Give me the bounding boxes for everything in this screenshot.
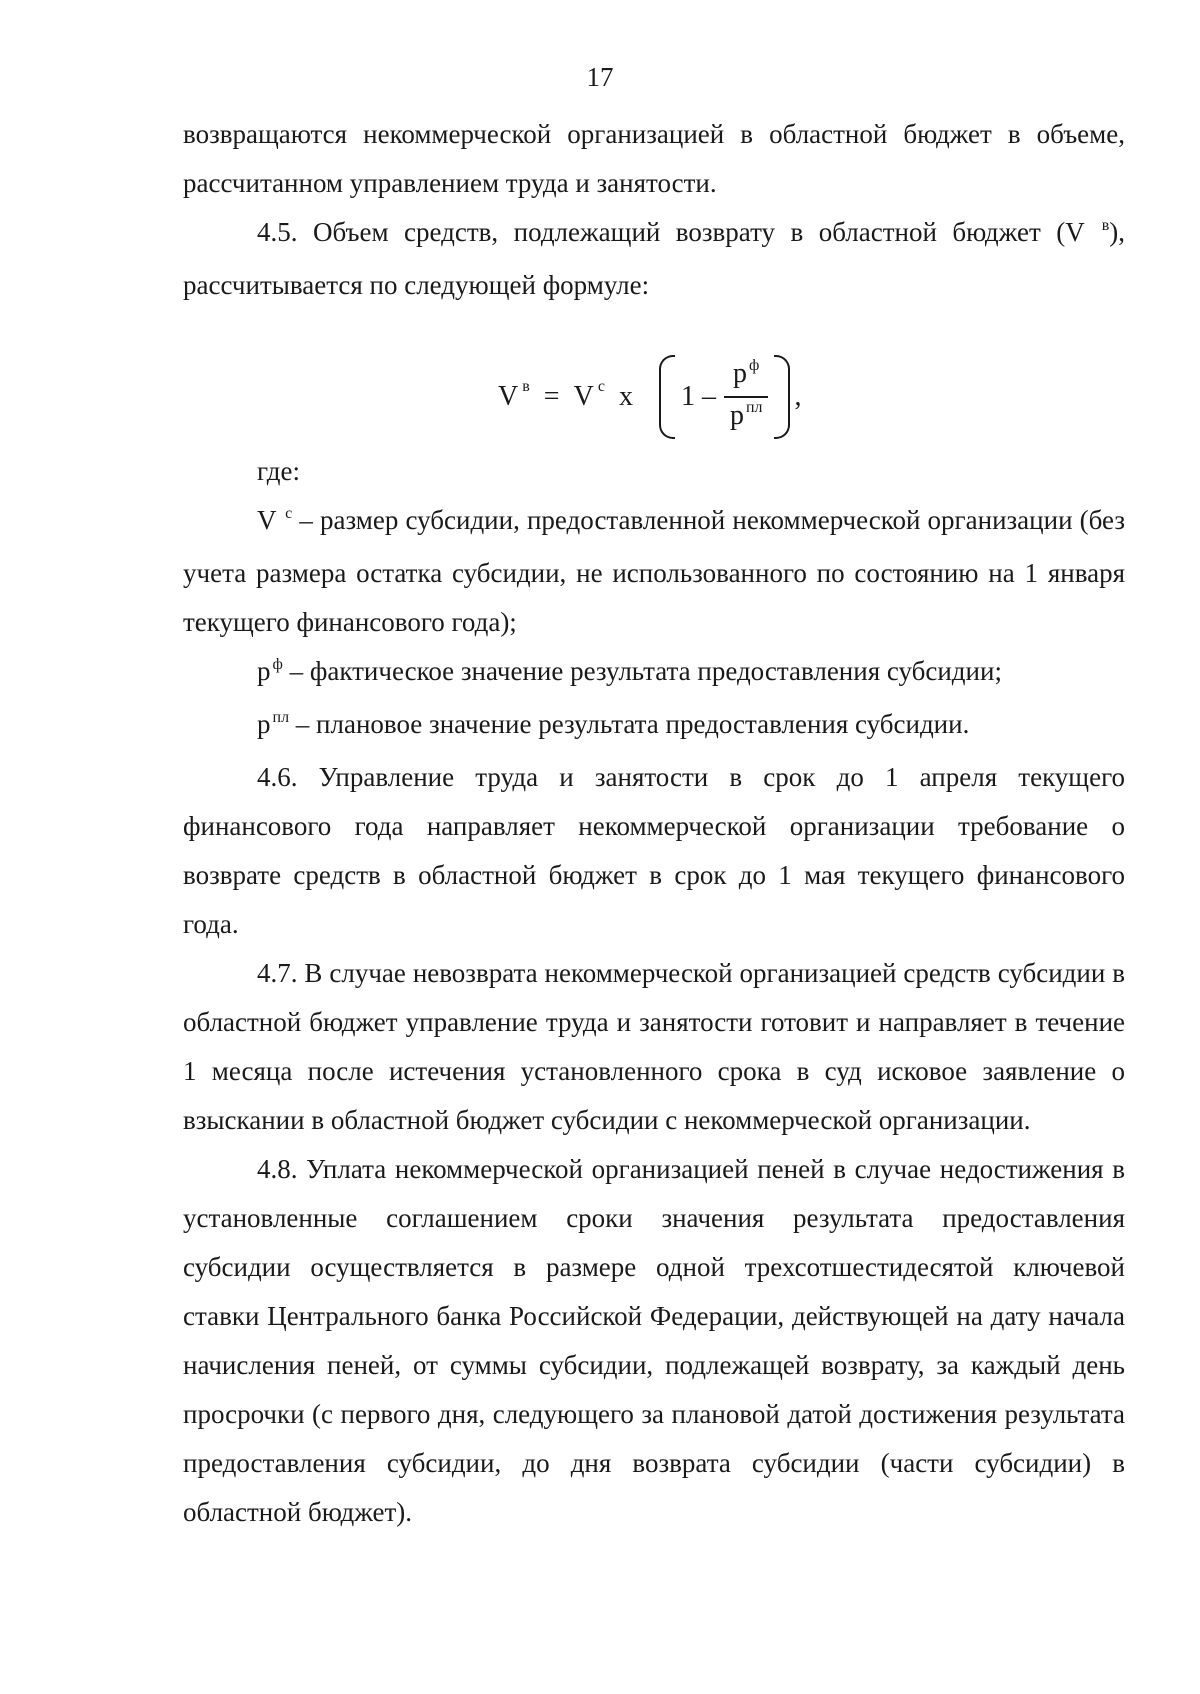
- formula-numerator: [727, 356, 765, 396]
- formula-vc: [573, 378, 605, 413]
- formula-lhs-var: V: [498, 381, 519, 412]
- formula-fraction: [724, 356, 769, 438]
- definition-ppl-var: р: [257, 709, 271, 739]
- definition-pf: [183, 647, 1125, 700]
- formula-num-var: р: [733, 358, 748, 389]
- formula-vc-sup: с: [597, 378, 605, 395]
- definition-ppl-sup: пл: [272, 709, 290, 726]
- formula-vc-var: V: [573, 381, 594, 412]
- paragraph-4-5: [183, 208, 1125, 310]
- paragraph-4-6: 4.6. Управление труда и занятости в срок до 1 апреля текущего финансового года направляет некоммерческой организации требование о возврате средств в областной бюджет в срок до 1 мая текущего финансового года.: [183, 762, 1125, 939]
- paragraph-4-7: 4.7. В случае невозврата некоммерческой организацией средств субсидии в областной бюджет управление труда и занятости готовит и направляет в течение 1 месяца после истечения установленного срока в суд исковое заявление о взыскании в областной бюджет субсидии с некоммерческой организации.: [183, 958, 1125, 1135]
- definition-vc: [183, 496, 1125, 647]
- formula-right-paren: [774, 355, 790, 439]
- formula: [498, 352, 801, 442]
- definition-ppl: [183, 700, 1125, 753]
- formula-denominator: [724, 398, 769, 438]
- definition-vc-sup: с: [285, 505, 293, 522]
- definition-pf-sup: ф: [272, 656, 283, 673]
- formula-comma: ,: [794, 381, 802, 412]
- definition-pf-var: р: [257, 656, 271, 686]
- formula-den-sup: пл: [745, 399, 763, 416]
- intro-block: [183, 110, 1125, 310]
- formula-times: х: [618, 381, 633, 412]
- formula-one-minus: 1 –: [680, 381, 716, 412]
- paragraph-4-5-main: 4.5. Объем средств, подлежащий возврату в областной бюджет (V: [257, 217, 1100, 247]
- paragraph-continuation: возвращаются некоммерческой организацией в областной бюджет в объеме, рассчитанном управлением труда и занятости.: [183, 119, 1125, 198]
- formula-equals: =: [543, 381, 560, 412]
- paragraph-4-5-sup: в: [1101, 217, 1110, 234]
- formula-den-var: р: [729, 400, 744, 431]
- paragraph-4-5-end: ), рассчитывается по следующей формуле:: [183, 217, 1125, 300]
- body-block: [183, 447, 1125, 1537]
- paragraph-4-8: 4.8. Уплата некоммерческой организацией пеней в случае недостижения в установленные соглашением сроки значения результата предоставления субсидии осуществляется в размере одной трехсотшестидесятой ключевой ставки Центрального банка Российской Федерации, действующей на дату начала начисления пеней, от суммы субсидии, подлежащей возврату, за каждый день просрочки (с первого дня, следующего за плановой датой достижения результата предоставления субсидии, до дня возврата субсидии (части субсидии) в областной бюджет).: [183, 1154, 1125, 1527]
- formula-num-sup: ф: [749, 357, 760, 374]
- definition-vc-text: – размер субсидии, предоставленной некоммерческой организации (без учета размера остатка субсидии, не использованного по состоянию на 1 января текущего финансового года);: [183, 505, 1125, 637]
- where-label: где:: [257, 456, 300, 486]
- formula-left-paren: [659, 355, 675, 439]
- page-number: 17: [586, 62, 614, 92]
- formula-lhs-sup: в: [522, 378, 530, 395]
- formula-lhs: [498, 378, 530, 413]
- definition-vc-var: V: [257, 505, 284, 535]
- definition-pf-text: – фактическое значение результата предоставления субсидии;: [282, 656, 1002, 686]
- definition-ppl-text: – плановое значение результата предоставления субсидии.: [289, 709, 970, 739]
